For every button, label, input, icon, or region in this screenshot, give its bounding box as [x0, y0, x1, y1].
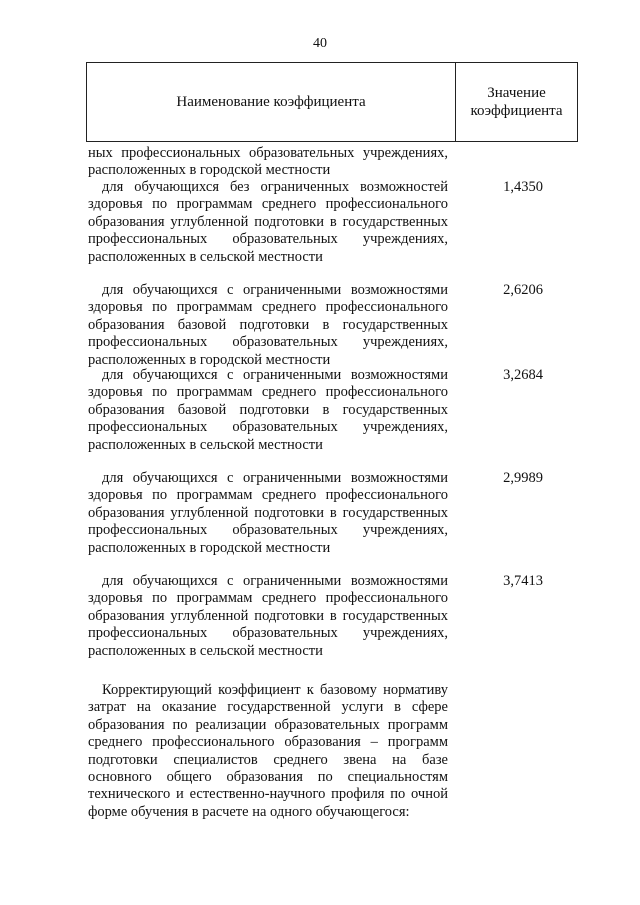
table-row — [88, 179, 578, 266]
row-text: для обучающихся с ограниченными возможностями здоровья по программам среднего профессионального образования углубленной подготовки в государственных профессиональных образовательных учреждениях, расположенных в городской местности — [88, 470, 448, 556]
table-row — [88, 367, 578, 454]
table-header — [86, 62, 578, 142]
row-text: для обучающихся без ограниченных возможностей здоровья по программам среднего профессионального образования углубленной подготовки в государственных профессиональных образовательных учреждениях, расположенных в сельской местности — [88, 179, 448, 265]
page-number: 40 — [313, 36, 327, 51]
row-value: 1,4350 — [503, 179, 543, 195]
table-row — [88, 282, 578, 369]
table-row — [88, 470, 578, 557]
row-value: 3,2684 — [503, 367, 543, 383]
table-row — [88, 145, 578, 180]
row-text: ных профессиональных образовательных учреждениях, расположенных в городской местности — [88, 145, 448, 179]
closing-paragraph: Корректирующий коэффициент к базовому нормативу затрат на оказание государственной услуги в сфере образования по реализации образовательных программ среднего профессионального образования – программ подготовки специалистов среднего звена на базе основного общего образования по специальностям технического и естественно-научного профиля по очной форме обучения в расчете на одного обучающегося: — [88, 682, 448, 820]
header-name-column: Наименование коэффициента — [87, 63, 456, 141]
header-value-column: Значение коэффициента — [470, 85, 563, 119]
row-value: 2,9989 — [503, 470, 543, 486]
row-value — [448, 145, 578, 180]
row-text: для обучающихся с ограниченными возможностями здоровья по программам среднего профессионального образования базовой подготовки в государственных профессиональных образовательных учреждениях, расположенных в городской местности — [88, 282, 448, 368]
row-value: 2,6206 — [503, 282, 543, 298]
table-row — [88, 573, 578, 660]
row-text: для обучающихся с ограниченными возможностями здоровья по программам среднего профессионального образования углубленной подготовки в государственных профессиональных образовательных учреждениях, расположенных в сельской местности — [88, 573, 448, 659]
row-value: 3,7413 — [503, 573, 543, 589]
row-text: для обучающихся с ограниченными возможностями здоровья по программам среднего профессионального образования базовой подготовки в государственных профессиональных образовательных учреждениях, расположенных в сельской местности — [88, 367, 448, 453]
